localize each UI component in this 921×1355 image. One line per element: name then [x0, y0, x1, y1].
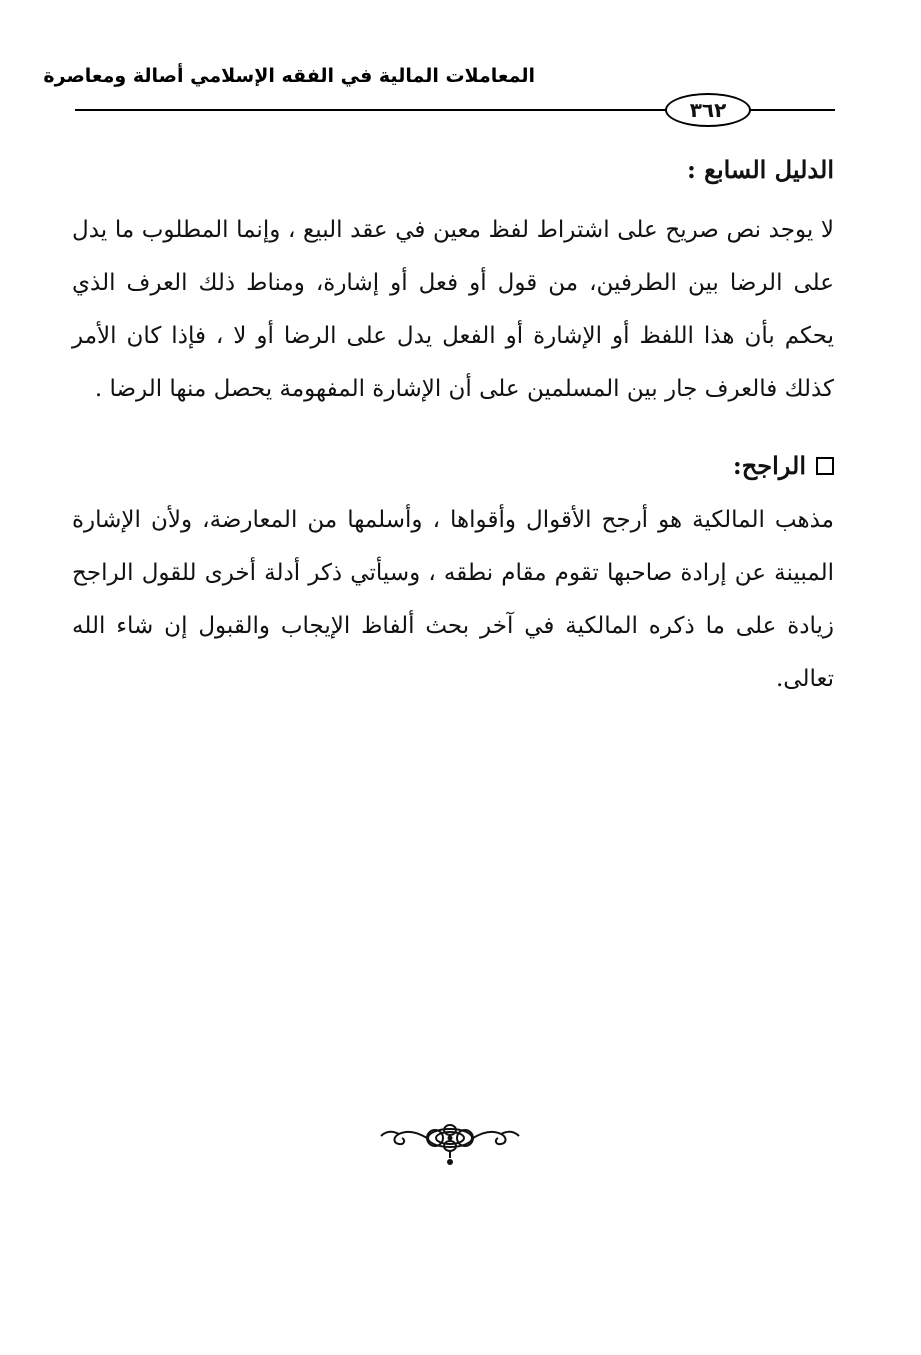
- section-paragraph: لا يوجد نص صريح على اشتراط لفظ معين في عقد البيع ، وإنما المطلوب ما يدل على الرضا بين الطرفين، من قول أو فعل أو إشارة، ومناط ذلك العرف الذي يحكم بأن هذا اللفظ أو الإشارة أو الفعل يدل على الرضا أو لا ، فإذا كان الأمر كذلك فالعرف جار بين المسلمين على أن الإشارة المفهومة يحصل منها الرضا .: [72, 217, 834, 402]
- page-content: [72, 150, 834, 706]
- rajih-heading-row: [72, 446, 834, 486]
- running-header-title: المعاملات المالية في الفقه الإسلامي أصالة ومعاصرة: [43, 65, 535, 87]
- rajih-paragraph: مذهب المالكية هو أرجح الأقوال وأقواها ، وأسلمها من المعارضة، ولأن الإشارة المبينة عن إرادة صاحبها تقوم مقام نطقه ، وسيأتي ذكر أدلة أخرى للقول الراجح زيادة على ما ذكره المالكية في آخر بحث ألفاظ الإيجاب والقبول إن شاء الله تعالى.: [72, 507, 834, 692]
- square-bullet-icon: [816, 457, 834, 475]
- page-number: ٣٦٢: [665, 93, 751, 127]
- section-heading: الدليل السابع :: [686, 155, 834, 184]
- rajih-heading: الراجح:: [732, 451, 806, 480]
- ornament-flourish-icon: [375, 1118, 525, 1178]
